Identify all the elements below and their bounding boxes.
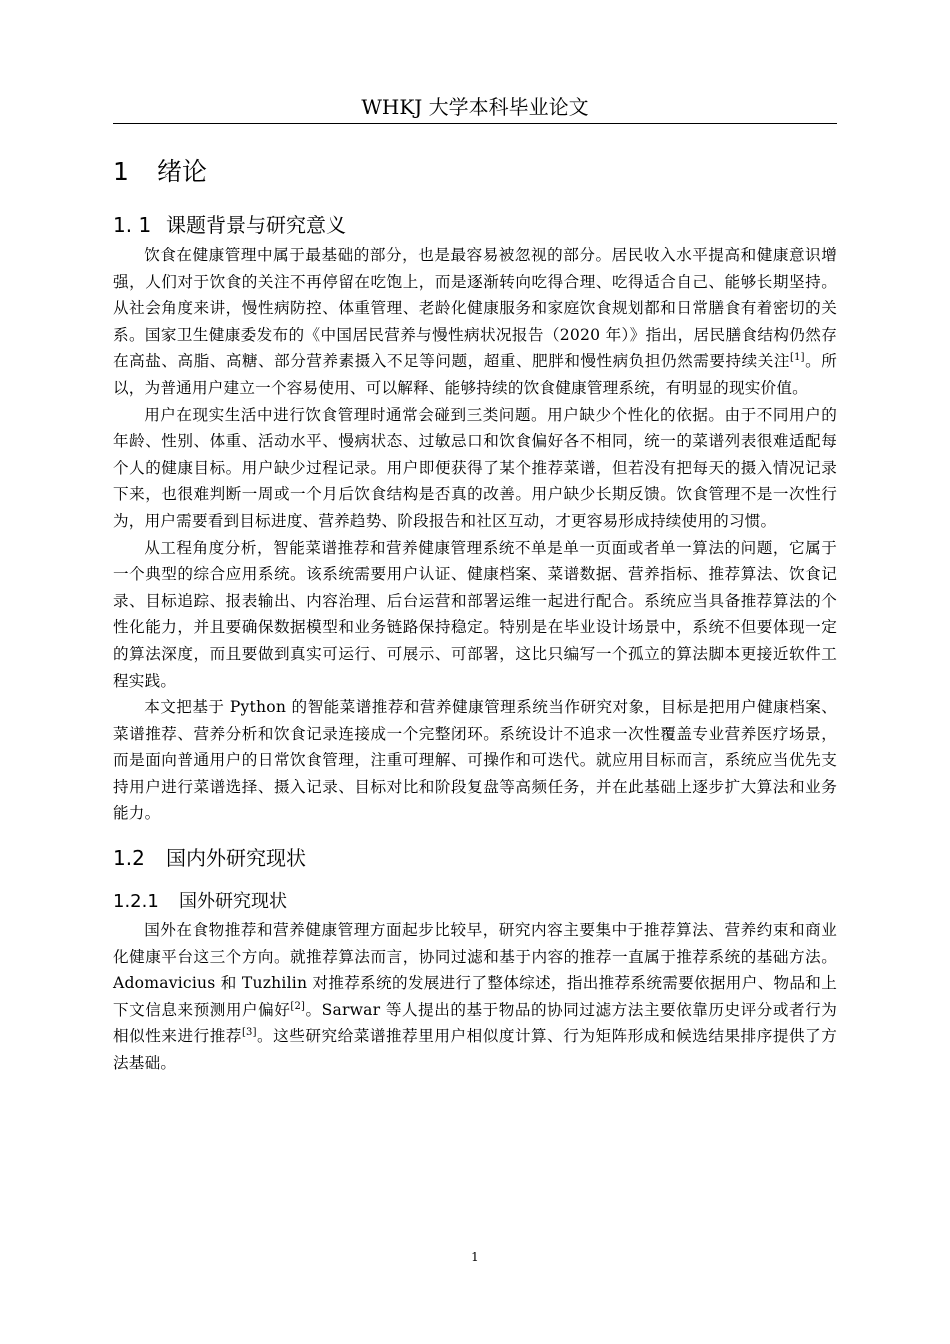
subsection-title: 国外研究现状 [179, 891, 287, 913]
paragraph-text: 国外在食物推荐和营养健康管理方面起步比较早，研究内容主要集中于推荐算法、营养约束和商业化健康平台这三个方向。就推荐算法而言，协同过滤和基于内容的推荐一直属于推荐系统的基础方法。Adomavicius 和 Tuzhilin 对推荐系统的发展进行了整体综述，指出推荐系统需要依据用户、物品和上下文信息来预测用户偏好 [113, 921, 837, 1019]
running-header: WHKJ 大学本科毕业论文 [361, 95, 589, 119]
body-content [113, 150, 837, 1077]
chapter-heading [113, 150, 837, 194]
paragraph: 从工程角度分析，智能菜谱推荐和营养健康管理系统不单是单一页面或者单一算法的问题，它属于一个典型的综合应用系统。该系统需要用户认证、健康档案、菜谱数据、营养指标、推荐算法、饮食记录、目标追踪、报表输出、内容治理、后台运营和部署运维一起进行配合。系统应当具备推荐算法的个性化能力，并且要确保数据模型和业务链路保持稳定。特别是在毕业设计场景中，系统不但要体现一定的算法深度，而且要做到真实可运行、可展示、可部署，这比只编写一个孤立的算法脚本更接近软件工程实践。 [113, 538, 837, 690]
paragraph: 本文把基于 Python 的智能菜谱推荐和营养健康管理系统当作研究对象，目标是把用户健康档案、菜谱推荐、营养分析和饮食记录连接成一个完整闭环。系统设计不追求一次性覆盖专业营养医疗场景，而是面向普通用户的日常饮食管理，注重可理解、可操作和可迭代。就应用目标而言，系统应当优先支持用户进行菜谱选择、摄入记录、目标对比和阶段复盘等高频任务，并在此基础上逐步扩大算法和业务能力。 [113, 698, 837, 823]
section-title: 课题背景与研究意义 [166, 213, 346, 237]
paragraph-text: 。Sarwar 等人提出的基于物品的协同过滤方法主要依靠历史评分或者行为相似性来进行推荐 [113, 1000, 837, 1046]
page-number: 1 [471, 1250, 479, 1264]
header-rule [113, 123, 837, 124]
section-title: 国内外研究现状 [166, 846, 306, 871]
chapter-number: 1 [113, 157, 129, 186]
chapter-title: 绪论 [157, 157, 208, 186]
paragraph-text: 。所以，为普通用户建立一个容易使用、可以解释、能够持续的饮食健康管理系统，有明显的现实价值。 [113, 352, 838, 397]
section-heading-1-2 [113, 841, 837, 875]
paragraph [113, 242, 837, 402]
citation-ref[interactable]: [2] [290, 1000, 306, 1012]
citation-ref[interactable]: [1] [790, 352, 805, 364]
citation-ref[interactable]: [3] [241, 1027, 257, 1039]
paragraph [113, 917, 837, 1077]
section-number: 1.2 [113, 846, 145, 871]
section-heading-1-1 [113, 208, 837, 242]
section-number: 1. 1 [113, 213, 152, 237]
subsection-heading-1-2-1 [113, 887, 837, 917]
subsection-number: 1.2.1 [113, 891, 159, 913]
paragraph: 用户在现实生活中进行饮食管理时通常会碰到三类问题。用户缺少个性化的依据。由于不同用户的年龄、性别、体重、活动水平、慢病状态、过敏忌口和饮食偏好各不相同，统一的菜谱列表很难适配每个人的健康目标。用户缺少过程记录。用户即便获得了某个推荐菜谱，但若没有把每天的摄入情况记录下来，也很难判断一周或一个月后饮食结构是否真的改善。用户缺少长期反馈。饮食管理不是一次性行为，用户需要看到目标进度、营养趋势、阶段报告和社区互动，才更容易形成持续使用的习惯。 [113, 405, 837, 530]
paragraph-text: 。这些研究给菜谱推荐里用户相似度计算、行为矩阵形成和候选结果排序提供了方法基础。 [113, 1027, 837, 1073]
paragraph-text: 饮食在健康管理中属于最基础的部分，也是最容易被忽视的部分。居民收入水平提高和健康意识增强，人们对于饮食的关注不再停留在吃饱上，而是逐渐转向吃得合理、吃得适合自己、能够长期坚持。从社会角度来讲，慢性病防控、体重管理、老龄化健康服务和家庭饮食规划都和日常膳食有着密切的关系。国家卫生健康委发布的《中国居民营养与慢性病状况报告（2020 年）》指出，居民膳食结构仍然存在高盐、高脂、高糖、部分营养素摄入不足等问题，超重、肥胖和慢性病负担仍然需要持续关注 [113, 246, 837, 371]
